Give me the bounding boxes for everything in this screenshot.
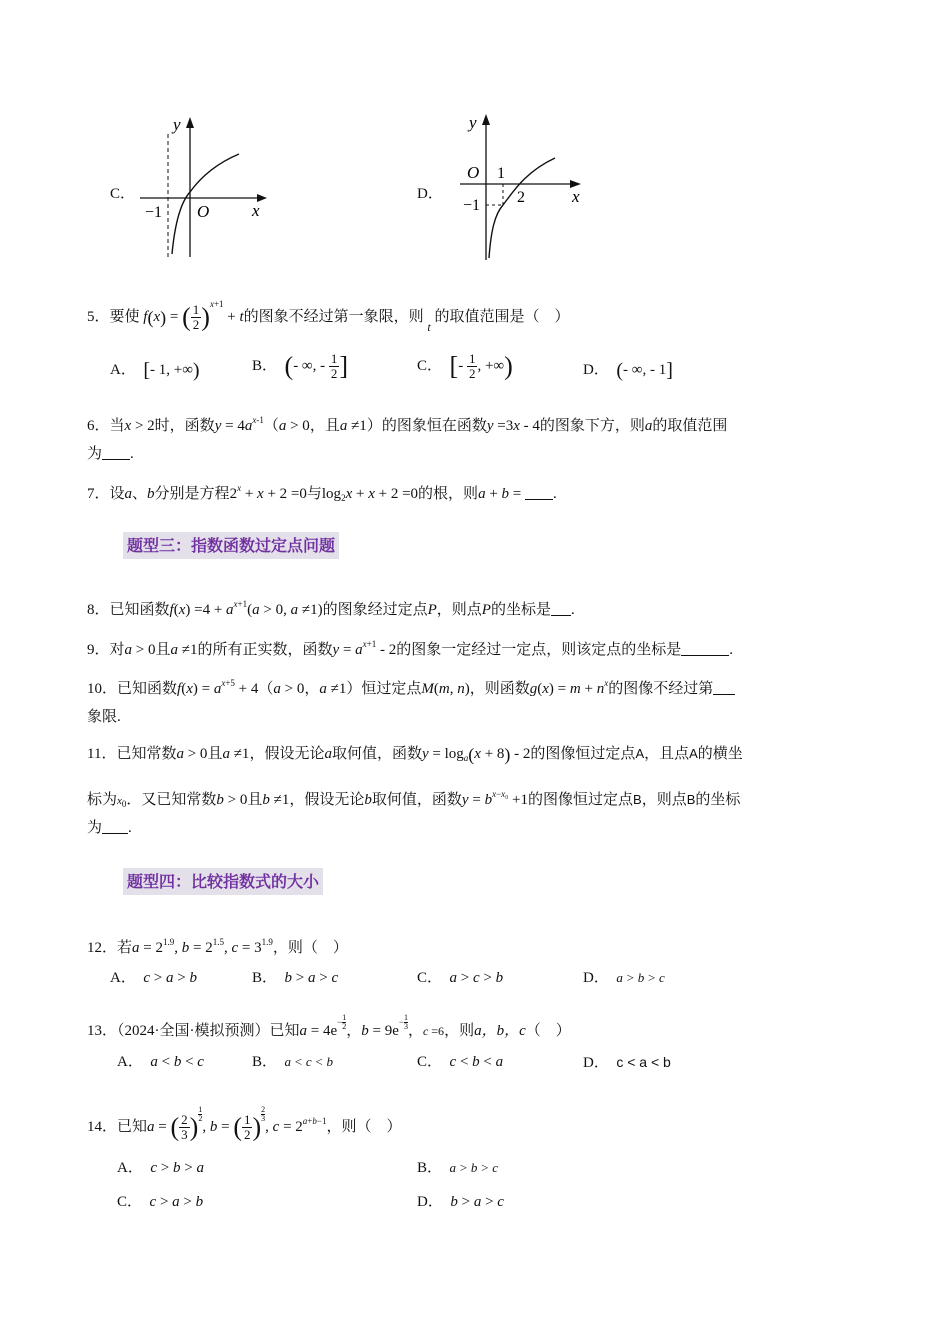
neg-one-label: −1 (463, 197, 481, 214)
question-number: 6． (87, 418, 110, 434)
question-number: 12． (87, 940, 118, 956)
question-11-line-2: 标为$x_0$．又已知常数b > 0且b ≠1，假设无论b取何值，函数$y = b^{x-x_0} +1$的图像恒过定点B，则点B的坐标 (87, 789, 741, 809)
answer-blank[interactable] (551, 601, 571, 616)
question-8: 8．已知函数$f(x) =4 + a^{x+1}(a > 0$, a ≠1)的图象经过定点P，则点P的坐标是 . (87, 599, 575, 618)
one-label: 1 (497, 165, 505, 182)
y-axis-label: y (469, 113, 477, 132)
two-label: 2 (517, 189, 525, 206)
graph-d (455, 110, 595, 265)
question-10-line-2: 象限. (87, 709, 121, 725)
q13-option-a[interactable]: A． a < b < c (117, 1054, 204, 1070)
answer-blank[interactable] (525, 485, 553, 500)
q12-option-d[interactable]: D． a > b > c (583, 970, 665, 986)
q14-option-a[interactable]: A． c > b > a (117, 1160, 204, 1176)
option-c-label: C． (110, 186, 136, 202)
question-text: 要使 (109, 309, 140, 325)
question-text: 的取值范围是（ ） (434, 309, 570, 325)
variable: t (427, 320, 431, 334)
question-text: 的图象不经过第一象限，则 (243, 309, 424, 325)
answer-blank[interactable] (681, 641, 729, 656)
q13-option-b[interactable]: B． a < c < b (252, 1054, 333, 1070)
question-5 (87, 294, 570, 337)
q12-option-b[interactable]: B． b > a > c (252, 970, 339, 986)
question-number: 13． (87, 1023, 118, 1039)
q5-option-c[interactable]: C． [- $\frac{1}{2}$ , +∞) (417, 351, 513, 381)
origin-label: O (467, 163, 480, 182)
q5-option-a[interactable]: A． [- 1, +∞) (110, 359, 200, 382)
answer-blank[interactable] (102, 445, 130, 460)
graph-c (135, 112, 275, 262)
section-heading-3: 题型三：指数函数过定点问题 (123, 532, 339, 559)
neg-one-label: −1 (145, 204, 163, 221)
question-6: 6．当x > 2时，函数$y = 4a^{x-1}(a > 0$，且a ≠1）的图象恒在函数y =3x - 4的图象下方，则a的取值范围 (87, 415, 728, 434)
question-9: 9．对a > 0且a ≠1的所有正实数，函数$y = a^{x+1} - 2$的图象一定经过一定点，则该定点的坐标是 . (87, 639, 733, 658)
origin-label: O (197, 202, 210, 221)
question-14: 14．已知a = ( $\frac{2}{3}$ ) $^{\frac{1}{2}}$ , b = ( $\frac{1}{2}$ ) $^{\frac{2}{3}}$ , $c = 2^{a+b-1}$，则（ ） (87, 1105, 402, 1143)
option-d-label: D． (417, 186, 443, 202)
question-7: 7．设a、b分别是方程$2^x + x + 2 =0$与$\log_2x + x + 2 =0$的根，则a + b = . (87, 483, 557, 503)
answer-blank[interactable] (713, 680, 735, 695)
q14-option-d[interactable]: D． b > a > c (417, 1194, 504, 1210)
q5-option-d[interactable]: D． (- ∞, - 1] (583, 359, 673, 382)
q14-option-c[interactable]: C． c > a > b (117, 1194, 204, 1210)
question-number: 9． (87, 642, 110, 658)
question-number: 14． (87, 1119, 118, 1135)
formula: f(x) = ( $\frac{1}{2}$ )$^{x+1}$ + t (143, 299, 244, 333)
x-axis-label: x (572, 187, 580, 206)
question-12: 12．若$a = 2^{1.9}$, $b = 2^{1.5}$, $c = 3^{1.9}$，则（ ） (87, 937, 348, 956)
question-number: 11． (87, 746, 117, 762)
question-11-line-3: 为 . (87, 820, 132, 836)
question-number: 10． (87, 681, 118, 697)
section-heading-4: 题型四：比较指数式的大小 (123, 868, 323, 895)
question-13: 13．（2024·全国·模拟预测）已知$a = 4e^{- \frac{1}{2}}$ ，$b = 9e^{- \frac{1}{3}}$ ，c =6，则a，b，c（ ） (87, 1013, 571, 1039)
x-axis-label: x (252, 201, 260, 220)
question-number: 8． (87, 602, 110, 618)
y-axis-label: y (173, 115, 181, 134)
q5-option-b[interactable]: B． (- ∞, - $\frac{1}{2}$ ] (252, 351, 349, 381)
question-number: 5． (87, 309, 110, 325)
question-10: 10．已知函数$f(x) = a^{x+5} + 4(a > 0$，a ≠1）恒过定点M(m, n)，则函数$g(x) = m + n^x$的图像不经过第 (87, 673, 735, 699)
q14-option-b[interactable]: B． a > b > c (417, 1160, 498, 1176)
q13-option-d[interactable]: D． c < a < b (583, 1054, 671, 1071)
answer-blank[interactable] (102, 819, 128, 834)
q13-option-c[interactable]: C． c < b < a (417, 1054, 504, 1070)
question-11: 11．已知常数a > 0且a ≠1，假设无论a取何值，函数$y = \log_a(x + 8) - 2$的图像恒过定点A，且点A的横坐 (87, 744, 743, 765)
q12-option-c[interactable]: C． a > c > b (417, 970, 504, 986)
q12-option-a[interactable]: A． c > a > b (110, 970, 197, 986)
question-number: 7． (87, 486, 110, 502)
question-6-line-2: 为 . (87, 446, 134, 462)
